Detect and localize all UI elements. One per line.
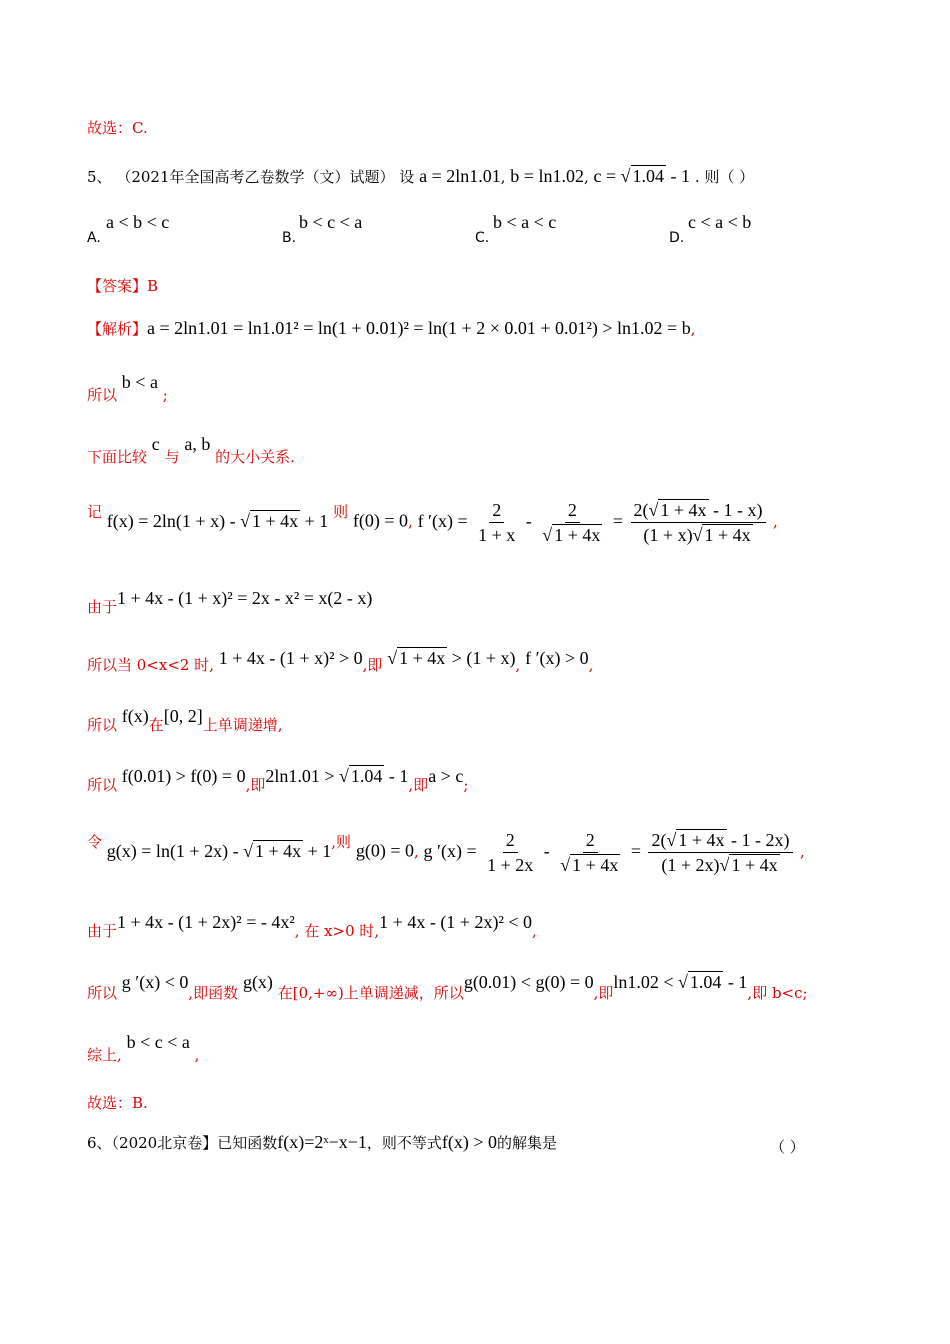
answer-tag: 【答案】 [87,277,148,295]
line-prefix: 所以 [87,984,118,1002]
numerator [648,830,792,853]
sqrt-symbol: √ 1.04 [620,166,665,186]
line-prefix: 下面比较 [87,448,148,466]
line-prefix: 综上, [87,1046,122,1064]
radicand: 1.04 [350,766,383,786]
line-end: , [690,320,696,338]
option-d-label[interactable]: D. [669,230,685,246]
text-1: ,即函数 [188,984,239,1002]
option-a-label[interactable]: A. [87,230,101,246]
sqrt-symbol: √ 1 + 4x [387,648,446,668]
stem-lead: 设 [399,168,415,186]
option-c-expr: b < a < c [493,212,557,232]
expr-lt-zero: 1 + 4x - (1 + 2x)² < 0 [379,912,533,932]
a-gt-c: a > c [428,766,464,786]
stem-tail: 的解集是 [497,1134,558,1152]
f-compare: f(0.01) > f(0) = 0 [121,766,246,786]
option-b-expr: b < c < a [299,212,363,232]
analysis-expr-1: a = 2ln1.01 = ln1.01² = ln(1 + 0.01)² = ln(1 + 2 × 0.01 + 0.01²) > ln1.02 = b [147,318,691,338]
f-of-x: f(x) [121,706,149,726]
var-c: c [151,434,160,454]
line-end: ; [463,776,469,794]
numerator: 2 [565,500,580,523]
sqrt-symbol: √ 1 + 4x [719,855,778,875]
g-of-x: g(x) [242,972,273,992]
expr-positive: 1 + 4x - (1 + x)² > 0 [218,648,363,668]
question-number: 6、 [87,1134,112,1152]
line-end: ,即 b<c; [747,984,808,1002]
fraction-2 [539,500,605,545]
analysis-line-10 [87,912,537,940]
line-prefix: 由于 [87,922,118,940]
interval: [0, 2] [163,706,203,726]
ji-word: ,即 [593,984,614,1002]
analysis-line-12 [87,1032,200,1065]
fraction-1 [475,500,518,545]
inequality: f(x) > 0 [441,1132,498,1152]
line-prefix: 所以 [87,386,118,404]
equals: = [630,840,641,861]
analysis-line-5 [87,588,373,616]
f-expr: f(x) = 2ln(1 + x) - [106,510,236,531]
minus: - [525,510,532,531]
option-c-label[interactable]: C. [475,230,490,246]
vars-ab: a, b [184,434,211,454]
sqrt-symbol: √ 1.04 [678,972,722,992]
radicand: 1.04 [689,972,722,992]
radicand: 1 + 4x [660,500,707,520]
g-compare: g(0.01) < g(0) = 0 [463,972,594,992]
radicand: 1 + 4x [704,525,751,545]
answer-line [87,276,158,296]
line-end: 上单调递增, [202,716,283,734]
sqrt-symbol: √ 1 + 4x [542,525,601,545]
num-part-a: 2( [651,830,667,850]
num-part-a: 2( [633,500,649,520]
comma: , [408,512,413,531]
line-end: 的大小关系. [215,448,295,466]
c-definition [594,166,691,186]
question-source: （2021年全国高考乙卷数学（文）试题） [116,168,395,186]
minus: - [543,840,550,861]
line-prefix: 所以 [87,716,118,734]
radicand: 1 + 4x [572,855,619,875]
analysis-line-1 [87,318,695,339]
line-end: , [194,1046,200,1064]
analysis-line-9 [87,830,805,875]
line-prefix: 令 [87,832,103,851]
line-end: , [588,656,594,674]
question-5-stem: 5、 （2021年全国高考乙卷数学（文）试题） 设 a = 2ln1.01, b = ln1.02, c = √ 1.04 - 1 . 则（ ） [87,166,755,186]
line-end: , [800,842,805,861]
fprime-lhs: f ′(x) = [417,510,468,531]
denominator [658,853,782,875]
expr-negative: 1 + 4x - (1 + 2x)² = - 4x² [117,912,295,932]
sqrt-symbol: √ 1 + 4x [240,510,299,531]
fraction-3 [648,830,792,875]
den-part-a: (1 + x) [643,525,693,545]
gprime-negative: g ′(x) < 0 [121,972,189,992]
line-mid: , 在 x>0 时, [294,922,380,940]
sqrt-ineq [387,648,515,668]
sqrt-symbol: √ 1 + 4x [560,855,619,875]
denominator: 1 + 2x [487,855,534,875]
question-source: （2020北京卷】已知函数 [111,1134,278,1152]
expr-since: 1 + 4x - (1 + x)² = 2x - x² = x(2 - x) [117,588,373,608]
sqrt-symbol: √ 1 + 4x [692,525,751,545]
fraction-1 [484,830,536,875]
fraction-3 [631,500,766,545]
radicand: 1 + 4x [254,840,302,861]
sqrt-symbol: √ 1 + 4x [648,500,707,520]
line-end: , [773,512,778,531]
denominator [539,523,605,545]
fraction-2 [557,830,623,875]
sqrt-symbol: √ 1.04 [339,766,383,786]
expr-b-lt-a: b < a [121,372,158,392]
option-d-expr: c < a < b [688,212,752,232]
analysis-line-3 [87,434,295,467]
radicand: 1 + 4x [251,510,299,531]
analysis-line-8 [87,766,469,794]
then-word: 则 [333,502,349,521]
ln-compare [265,766,408,786]
c-tail: - 1 [670,166,691,186]
option-a-expr: a < b < c [106,212,170,232]
gprime-lhs: g ′(x) = [423,840,477,861]
g-derivative [423,830,800,875]
minus-one: - 1 [388,766,409,786]
line-prefix: 记 [87,502,103,521]
denominator [557,853,623,875]
fprime-positive: f ′(x) > 0 [525,648,589,668]
line-end: , [532,922,537,940]
ln-lhs: ln1.02 < [613,972,674,992]
sqrt-symbol: √ 1 + 4x [666,830,725,850]
comma: , [515,656,521,674]
denominator [640,523,755,545]
radicand: 1 + 4x [731,855,778,875]
then-word: ,则 [331,832,352,851]
analysis-line-7 [87,706,283,734]
num-part-b: - 1 - x) [713,500,763,520]
analysis-line-2 [87,372,168,405]
f-zero: f(0) = 0 [352,510,408,531]
question-number: 5、 [87,168,112,186]
g-zero: g(0) = 0 [355,840,414,861]
analysis-line-6 [87,648,594,674]
denominator: 1 + x [478,525,516,545]
ji-word: ,即 [408,776,429,794]
radicand: 1 + 4x [678,830,725,850]
in-word: 在 [148,716,164,734]
f-definition [107,511,328,531]
text-2: 在[0,+∞)上单调递减，所以 [277,984,464,1002]
stem-mid: ，则不等式 [366,1134,442,1152]
line-prefix: 所以 [87,776,118,794]
f-definition-q6: f(x)=2ˣ−x−1 [277,1132,367,1152]
previous-answer: 故选：C. [87,119,148,137]
c-lhs: c = [593,166,617,186]
ji-word: ,即 [362,656,383,674]
conclusion: 故选：B. [87,1094,148,1112]
a-definition: a = 2ln1.01 [419,166,501,186]
answer-value: B [147,277,159,295]
line-prefix: 由于 [87,598,118,616]
f-derivative [417,500,773,545]
radicand: 1 + 4x [554,525,601,545]
stem-tail: . 则（ ） [694,168,755,186]
analysis-line-4 [87,500,778,545]
analysis-line-11 [87,972,808,1002]
b-definition: b = ln1.02 [510,166,584,186]
line-end: ; [162,386,168,404]
answer-blank[interactable]: （ ） [770,1138,805,1156]
radicand: 1 + 4x [399,648,446,668]
analysis-tag: 【解析】 [87,320,148,338]
ln-lhs: 2ln1.01 > [265,766,335,786]
g-definition [107,841,331,861]
ln-compare-2 [613,972,747,992]
numerator [631,500,766,523]
plus-one: + 1 [304,510,329,531]
line-mid: 与 [164,448,180,466]
g-expr: g(x) = ln(1 + 2x) - [106,840,239,861]
sqrt-symbol: √ 1 + 4x [243,840,302,861]
comma: , [413,842,419,861]
equals: = [612,510,623,531]
ineq-rhs: > (1 + x) [451,648,516,668]
numerator: 2 [583,830,598,853]
num-part-b: - 1 - 2x) [731,830,790,850]
radicand: 1.04 [632,166,665,186]
question-6-stem [87,1132,557,1153]
numerator: 2 [489,500,504,523]
line-prefix: 所以当 0<x<2 时, [87,656,214,674]
option-b-label[interactable]: B. [282,230,297,246]
minus-one: - 1 [727,972,748,992]
numerator: 2 [503,830,518,853]
plus-one: + 1 [307,840,332,861]
ji-word: ,即 [245,776,266,794]
final-order: b < c < a [126,1032,190,1052]
den-part-a: (1 + 2x) [661,855,720,875]
